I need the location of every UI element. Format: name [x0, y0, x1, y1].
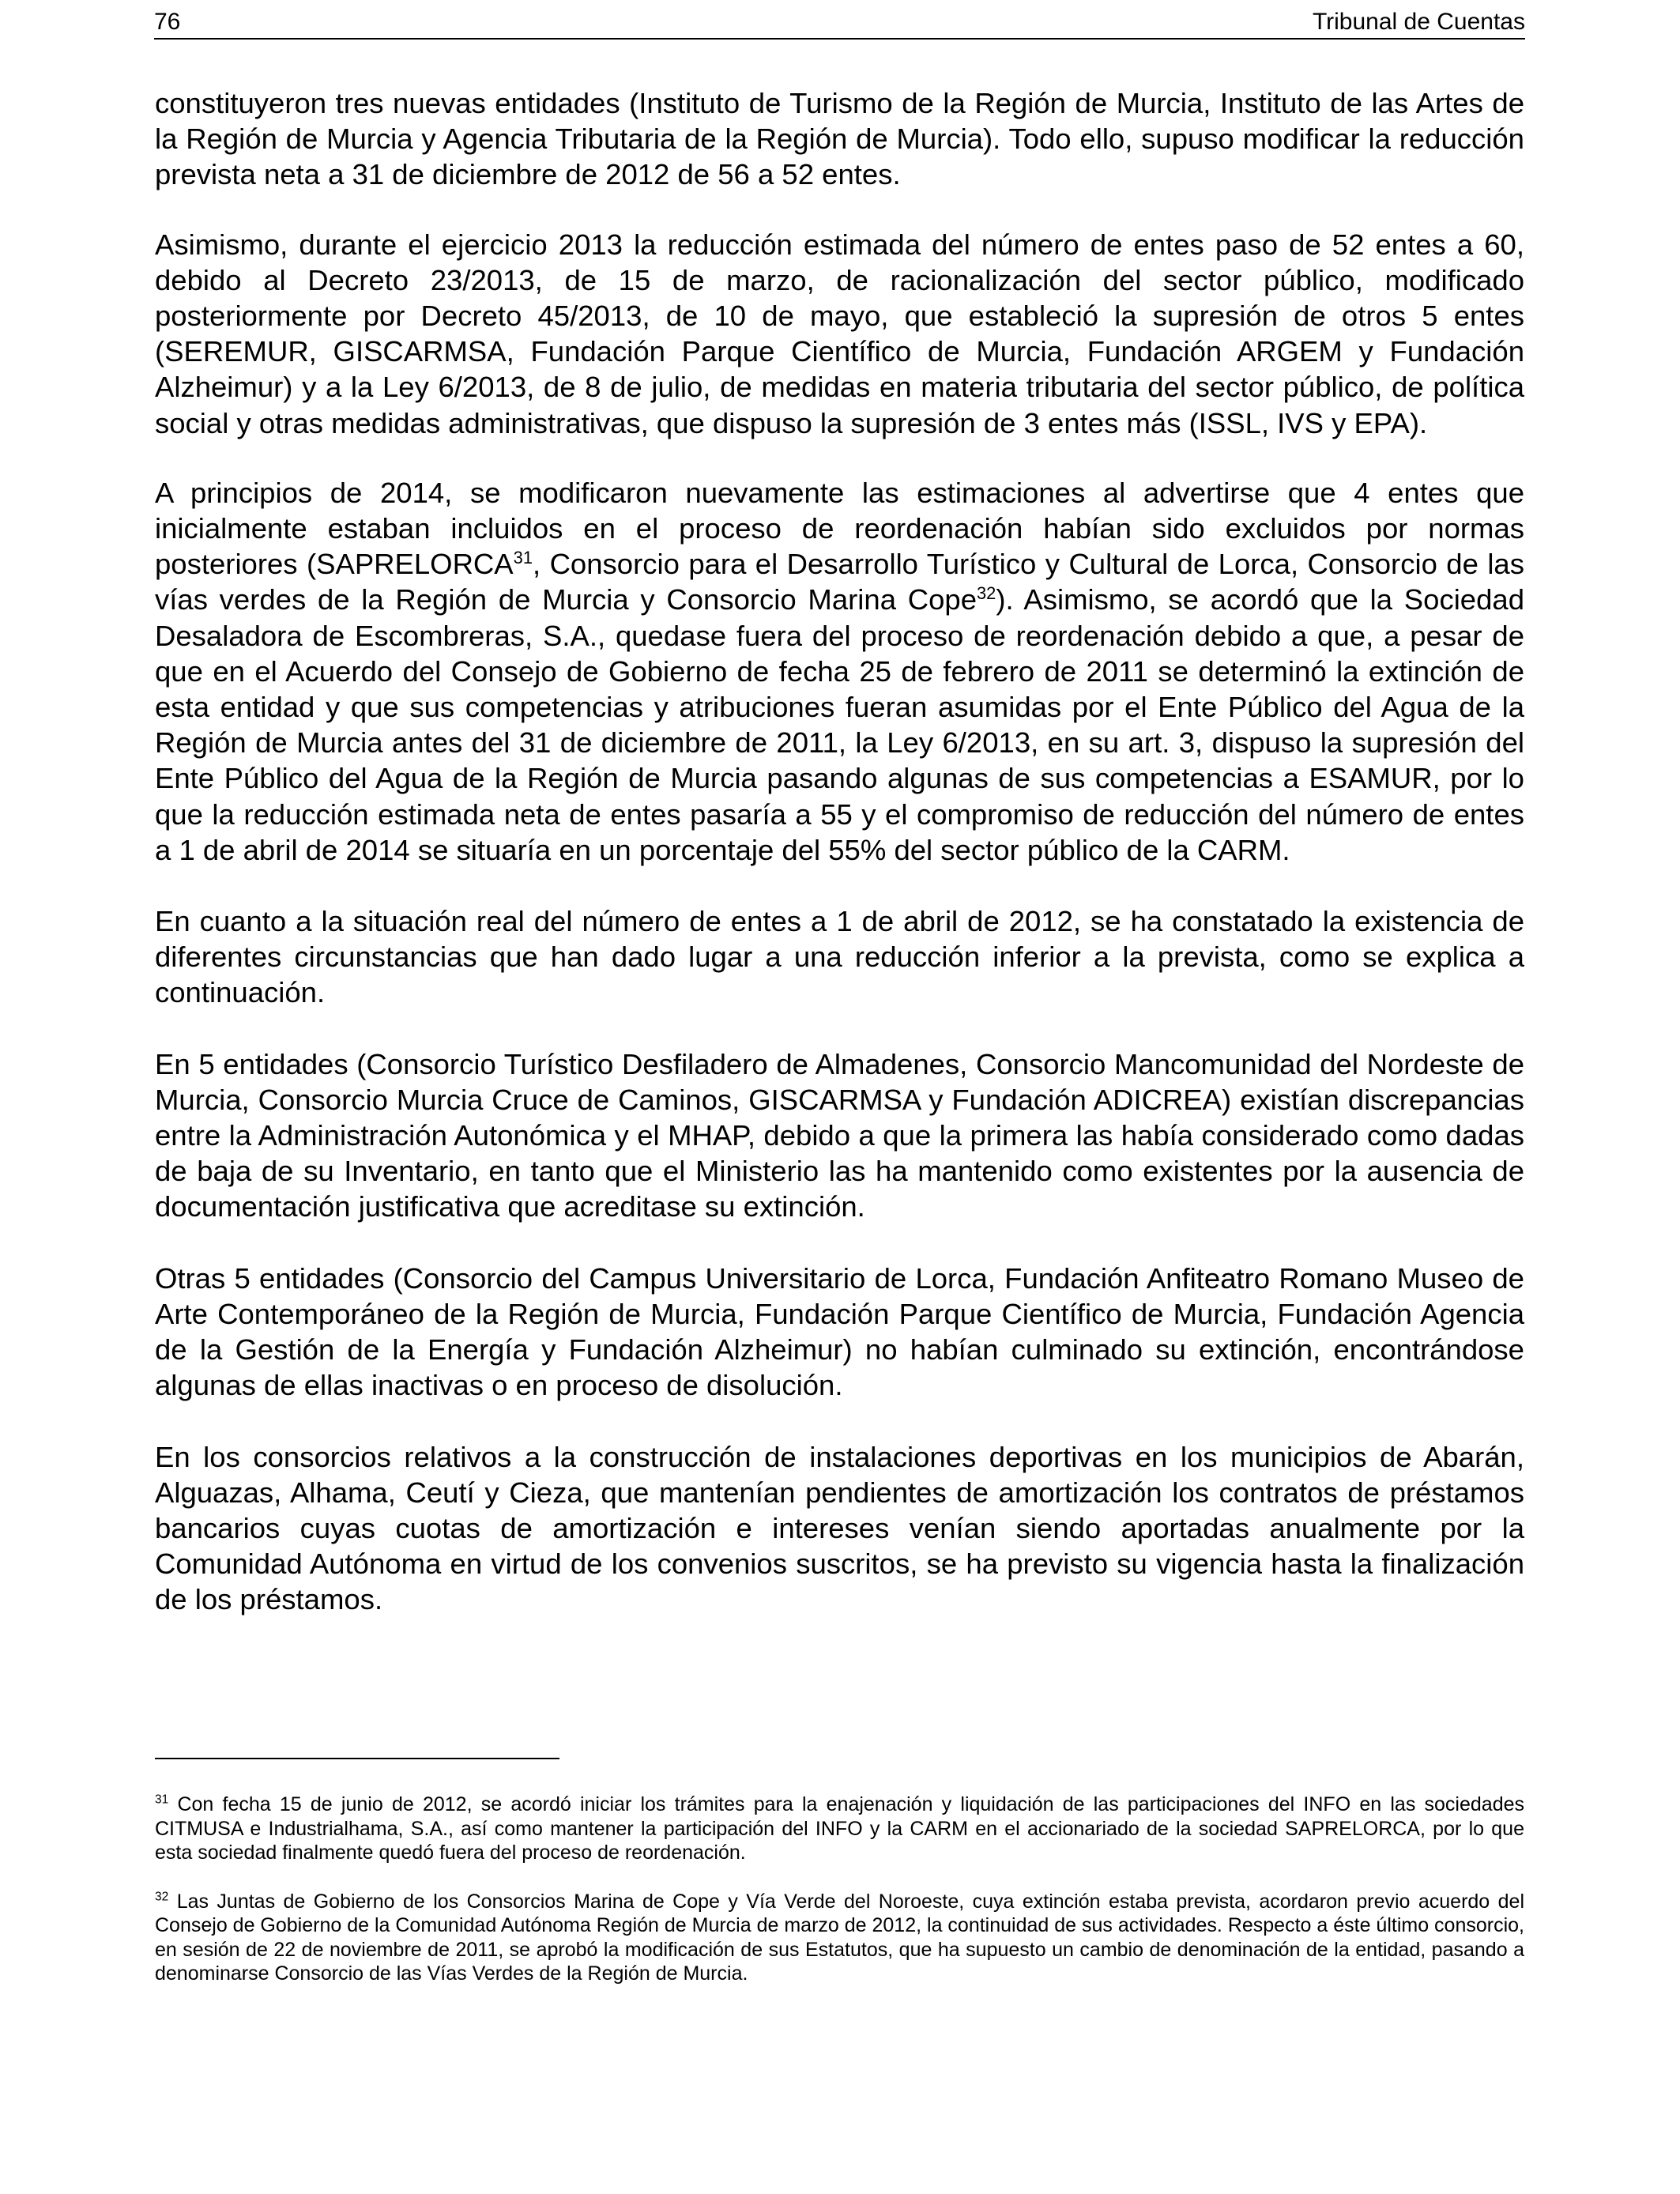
header-organization: Tribunal de Cuentas [1312, 9, 1525, 35]
footnote [155, 1890, 1524, 1986]
paragraph: Asimismo, durante el ejercicio 2013 la reducción estimada del número de entes paso de 52 entes a 60, debido al Decreto 23/2013, de 15 de marzo, de racionalización del sector público, modificado posteriormente por Decreto 45/2013, de 10 de mayo, que estableció la supresión de otros 5 entes (SEREMUR, GISCARMSA, Fundación Parque Científico de Murcia, Fundación ARGEM y Fundación Alzheimur) y a la Ley 6/2013, de 8 de julio, de medidas en materia tributaria del sector público, de política social y otras medidas administrativas, que dispuso la supresión de 3 entes más (ISSL, IVS y EPA). [155, 228, 1524, 439]
paragraph: En cuanto a la situación real del número de entes a 1 de abril de 2012, se ha constatado la existencia de diferentes circunstancias que han dado lugar a una reducción inferior a la prevista, como se explica a continuación. [155, 905, 1524, 1009]
footnote-number: 32 [155, 1890, 169, 1904]
paragraph: En 5 entidades (Consorcio Turístico Desfiladero de Almadenes, Consorcio Mancomunidad del Nordeste de Murcia, Consorcio Murcia Cruce de Caminos, GISCARMSA y Fundación ADICREA) existían discrepancias entre la Administración Autonómica y el MHAP, debido a que la primera las había considerado como dadas de baja de su Inventario, en tanto que el Ministerio las ha mantenido como existentes por la ausencia de documentación justificativa que acreditase su extinción. [155, 1047, 1524, 1223]
footnote-text: Las Juntas de Gobierno de los Consorcios Marina de Cope y Vía Verde del Noroeste, cuya extinción estaba prevista, acordaron previo acuerdo del Consejo de Gobierno de la Comunidad Autónoma Región de Murcia de marzo de 2012, la continuidad de sus actividades. Respecto a éste último consorcio, en sesión de 22 de noviembre de 2011, se aprobó la modificación de sus Estatutos, que ha supuesto un cambio de denominación de la entidad, pasando a denominarse Consorcio de las Vías Verdes de la Región de Murcia. [155, 1890, 1524, 1985]
paragraph-text: , Consorcio para el Desarrollo Turístico y Cultural de Lorca, Consorcio de las vías verdes de la Región de Murcia y Consorcio Marina Cope [155, 548, 1524, 616]
paragraph-text: A principios de 2014, se modificaron nuevamente las estimaciones al advertirse que 4 entes que inicialmente estaban incluidos en el proceso de reordenación habían sido excluidos por normas posteriores (SAPRELORCA [155, 476, 1524, 581]
footnotes [155, 1793, 1524, 2011]
footnote [155, 1793, 1524, 1865]
footnote-reference-31[interactable]: 31 [513, 548, 533, 568]
body-text [155, 85, 1524, 1653]
footnote-separator [155, 1758, 559, 1759]
footnote-reference-32[interactable]: 32 [977, 583, 996, 604]
footnote-text: Con fecha 15 de junio de 2012, se acordó iniciar los trámites para la enajenación y liquidación de las participaciones del INFO en las sociedades CITMUSA e Industrialhama, S.A., así como mantener la participación del INFO y la CARM en el accionariado de la sociedad SAPRELORCA, por lo que esta sociedad finalmente quedó fuera del proceso de reordenación. [155, 1793, 1525, 1864]
paragraph-with-footnotes [155, 475, 1524, 868]
paragraph: En los consorcios relativos a la construcción de instalaciones deportivas en los municipios de Abarán, Alguazas, Alhama, Ceutí y Cieza, que mantenían pendientes de amortización los contratos de préstamos bancarios cuyas cuotas de amortización e intereses venían siendo aportadas anualmente por la Comunidad Autónoma en virtud de los convenios suscritos, se ha previsto su vigencia hasta la finalización de los préstamos. [155, 1440, 1524, 1616]
page-header [154, 8, 1525, 40]
paragraph: constituyeron tres nuevas entidades (Instituto de Turismo de la Región de Murcia, Instituto de las Artes de la Región de Murcia y Agencia Tributaria de la Región de Murcia). Todo ello, supuso modificar la reducción prevista neta a 31 de diciembre de 2012 de 56 a 52 entes. [155, 87, 1524, 191]
paragraph-text: ). Asimismo, se acordó que la Sociedad Desaladora de Escombreras, S.A., quedase fuera del proceso de reordenación debido a que, a pesar de que en el Acuerdo del Consejo de Gobierno de fecha 25 de febrero de 2011 se determinó la extinción de esta entidad y que sus competencias y atribuciones fueran asumidas por el Ente Público del Agua de la Región de Murcia antes del 31 de diciembre de 2011, la Ley 6/2013, en su art. 3, dispuso la supresión del Ente Público del Agua de la Región de Murcia pasando algunas de sus competencias a ESAMUR, por lo que la reducción estimada neta de entes pasaría a 55 y el compromiso de reducción del número de entes a 1 de abril de 2014 se situaría en un porcentaje del 55% del sector público de la CARM. [155, 583, 1525, 866]
page-number: 76 [154, 9, 181, 35]
footnote-number: 31 [155, 1793, 169, 1807]
paragraph: Otras 5 entidades (Consorcio del Campus Universitario de Lorca, Fundación Anfiteatro Romano Museo de Arte Contemporáneo de la Región de Murcia, Fundación Parque Científico de Murcia, Fundación Agencia de la Gestión de la Energía y Fundación Alzheimur) no habían culminado su extinción, encontrándose algunas de ellas inactivas o en proceso de disolución. [155, 1261, 1524, 1402]
